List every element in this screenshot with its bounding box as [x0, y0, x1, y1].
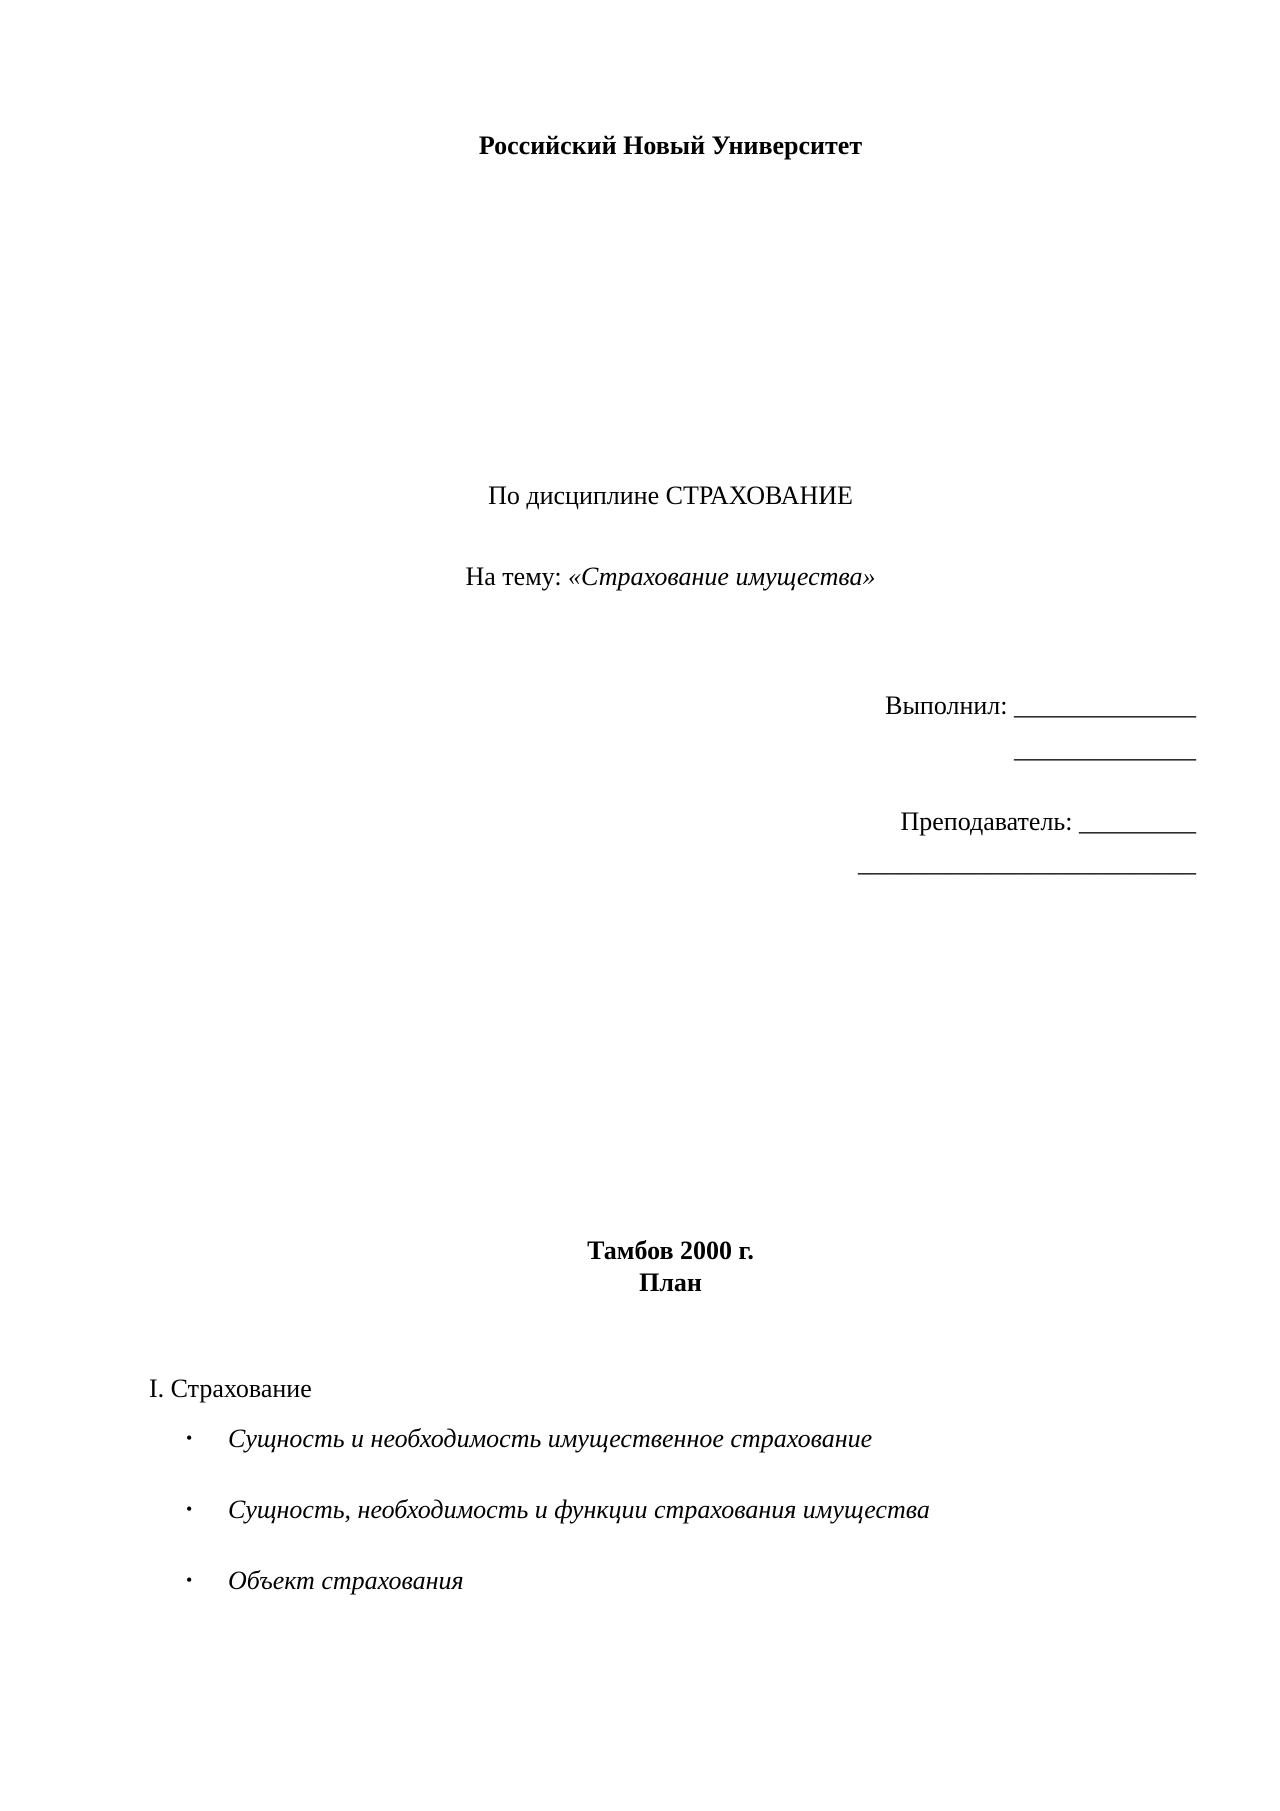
performer-blank-line: ______________ — [1014, 734, 1196, 763]
city-year: Тамбов 2000 г. — [587, 1236, 754, 1265]
plan-section-heading: I. Страхование — [149, 1374, 312, 1403]
performer-field: Выполнил: ______________ — [885, 691, 1196, 720]
topic-value: «Страхование имущества» — [568, 562, 876, 591]
university-name: Российский Новый Университет — [478, 131, 863, 160]
topic-label: На тему: — [465, 562, 569, 591]
plan-list-item: Сущность, необходимость и функции страхования имущества — [228, 1495, 930, 1524]
plan-title: План — [639, 1268, 702, 1297]
teacher-blank-line: __________________________ — [858, 848, 1196, 877]
plan-list-item: Сущность и необходимость имущественное страхование — [228, 1424, 873, 1453]
discipline-line: По дисциплине СТРАХОВАНИЕ — [488, 481, 853, 510]
topic-line — [0, 562, 1280, 592]
bullet-icon: • — [186, 1499, 193, 1519]
plan-list-item: Объект страхования — [228, 1566, 464, 1595]
bullet-icon: • — [186, 1570, 193, 1590]
teacher-field: Преподаватель: _________ — [900, 807, 1196, 836]
bullet-icon: • — [186, 1428, 193, 1448]
